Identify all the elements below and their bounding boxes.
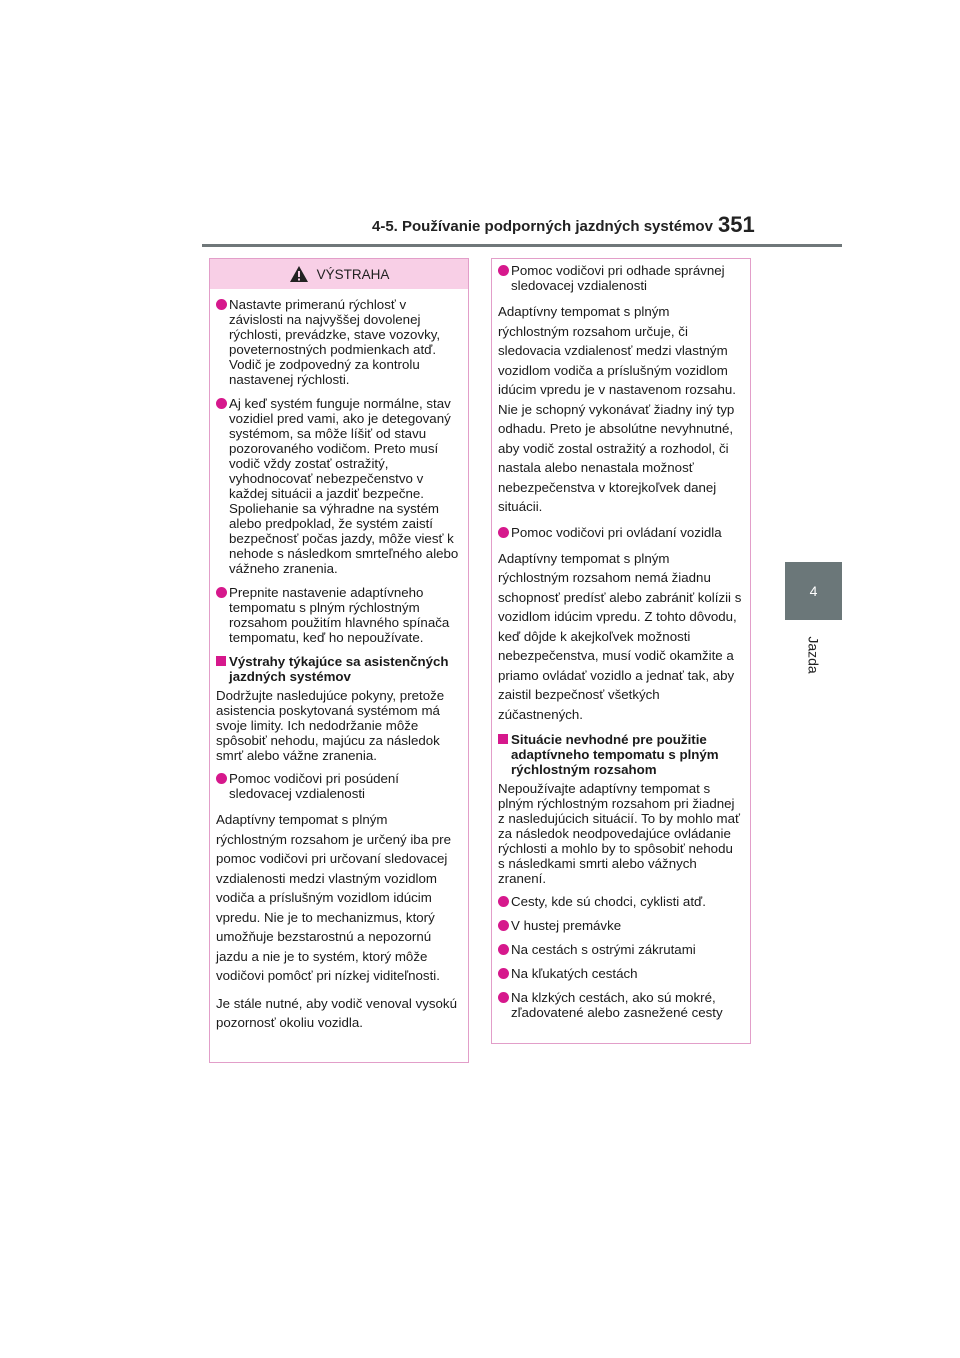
warning-bullet-text: V hustej premávke — [511, 918, 622, 933]
chapter-number: 4 — [809, 583, 818, 599]
warning-bullet-text: Cesty, kde sú chodci, cyklisti atď. — [511, 894, 706, 909]
warning-paragraph: Dodržujte nasledujúce pokyny, pretože asistencia poskytovaná systémom má svoje limity. Ich nedodržanie môže spôsobiť nehodu, majúcu za následok smrť alebo vážne zranenia. — [216, 688, 445, 763]
warning-bullet — [498, 990, 742, 1020]
bullet-dot-icon — [498, 968, 509, 979]
warning-bullet — [498, 918, 742, 933]
bullet-dot-icon — [498, 265, 509, 276]
warning-bullet-text: Pomoc vodičovi pri posúdení sledovacej vzdialenosti — [229, 771, 399, 801]
warning-body — [210, 289, 468, 1033]
warning-bullet-text: Prepnite nastavenie adaptívneho tempomatu s plným rýchlostným rozsahom použitím hlavného spínača tempomatu, keď ho nepoužívate. — [229, 585, 450, 645]
warning-paragraph: Adaptívny tempomat s plným rýchlostným rozsahom určuje, či sledovacia vzdialenosť medzi vlastným vozidlom vodiča a príslušným vozidlom idúcim vpredu je v nastavenom rozsahu. Nie je schopný vykonávať žiadny iný typ odhadu. Preto je absolútne nevyhnutné, aby vodič zostal ostražitý a rozhodol, či nastala alebo nenastala možnosť nebezpečenstva v ktorejkoľvek danej situácii. — [498, 304, 736, 514]
bullet-dot-icon — [216, 398, 227, 409]
bullet-dot-icon — [498, 896, 509, 907]
warning-paragraph: Adaptívny tempomat s plným rýchlostným rozsahom je určený iba pre pomoc vodičovi pri určovaní sledovacej vzdialenosti medzi vlastným vozidlom vodiča a príslušným vozidlom idúcim vpredu. Nie je to mechanizmus, ktorý umožňuje bezstarostnú a nepozornú jazdu a nie je to systém, ktorý môže vodičovi pomôcť pri nízkej viditeľnosti. — [216, 812, 452, 983]
warning-bullet-text: Pomoc vodičovi pri odhade správnej sledovacej vzdialenosti — [511, 263, 725, 293]
square-bullet-icon — [216, 656, 226, 666]
warning-bullet — [498, 894, 742, 909]
warning-bullet — [216, 771, 462, 801]
warning-title: VÝSTRAHA — [316, 266, 390, 282]
warning-paragraph: Nepoužívajte adaptívny tempomat s plným rýchlostným rozsahom pri žiadnej z nasledujúcich situácií. To by mohlo mať za následok neodpovedajúce ovládanie rýchlosti a mohlo by to spôsobiť nehodu s následkami smrti alebo vážnych zranení. — [498, 781, 740, 886]
warning-box — [209, 258, 469, 1063]
bullet-dot-icon — [216, 587, 227, 598]
warning-bullet-text: Nastavte primeranú rýchlosť v závislosti na najvyššej dovolenej rýchlosti, prevádzke, stave vozovky, poveternostných podmienkach atď. Vodič je zodpovedný za kontrolu nastavenej rýchlosti. — [229, 297, 441, 387]
bullet-dot-icon — [498, 527, 509, 538]
bullet-dot-icon — [216, 299, 227, 310]
chapter-tab — [785, 562, 842, 620]
warning-bullet — [216, 297, 462, 387]
bullet-dot-icon — [216, 773, 227, 784]
warning-heading — [216, 654, 462, 684]
warning-header — [210, 259, 468, 289]
warning-bullet — [216, 585, 462, 645]
warning-paragraph: Adaptívny tempomat s plným rýchlostným rozsahom nemá žiadnu schopnosť predísť alebo zabrániť kolízii s vozidlom idúcim vpredu. Z tohto dôvodu, keď dôjde k akejkoľvek možnosti nebezpečenstva, musí vodič okamžite a priamo ovládať vozidlo a jednať tak, aby zaistil bezpečnosť všetkých zúčastnených. — [498, 550, 742, 722]
warning-heading-text: Situácie nevhodné pre použitie adaptívneho tempomatu s plným rýchlostným rozsahom — [511, 732, 719, 777]
warning-box-continued — [491, 258, 751, 1044]
page-number: 351 — [718, 212, 755, 237]
chapter-label-wrap — [786, 630, 842, 680]
chapter-label: Jazda — [805, 636, 822, 674]
warning-triangle-icon — [289, 265, 309, 283]
header-divider — [202, 244, 842, 247]
bullet-dot-icon — [498, 944, 509, 955]
square-bullet-icon — [498, 734, 508, 744]
warning-bullet-text: Na cestách s ostrými zákrutami — [511, 942, 696, 957]
section-title: 4-5. Používanie podporných jazdných systémov — [372, 218, 713, 235]
bullet-dot-icon — [498, 920, 509, 931]
warning-bullet — [216, 396, 462, 576]
warning-bullet — [498, 263, 742, 293]
warning-bullet-text: Na kľukatých cestách — [511, 966, 638, 981]
warning-bullet — [498, 525, 742, 540]
warning-bullet-text: Aj keď systém funguje normálne, stav vozidiel pred vami, ako je detegovaný systémom, sa môže líšiť od stavu pozorovaného vodičom. Preto musí vodič vždy zostať ostražitý, vyhodnocovať nebezpečenstvo v každej situácii a jazdiť bezpečne. Spoliehanie sa výhradne na systém alebo predpoklad, že systém zaistí bezpečnosť počas jazdy, môže viesť k nehode s následkom smrteľného alebo vážneho zranenia. — [229, 396, 459, 576]
warning-paragraph: Je stále nutné, aby vodič venoval vysokú pozornosť okoliu vozidla. — [216, 995, 457, 1030]
warning-bullet-text: Na klzkých cestách, ako sú mokré, zľadovatené alebo zasnežené cesty — [511, 990, 723, 1020]
bullet-dot-icon — [498, 992, 509, 1003]
warning-heading-text: Výstrahy týkajúce sa asistenčných jazdných systémov — [229, 654, 449, 684]
warning-bullet-text: Pomoc vodičovi pri ovládaní vozidla — [511, 524, 722, 540]
warning-bullet — [498, 966, 742, 981]
warning-bullet — [498, 942, 742, 957]
warning-heading — [498, 732, 742, 777]
